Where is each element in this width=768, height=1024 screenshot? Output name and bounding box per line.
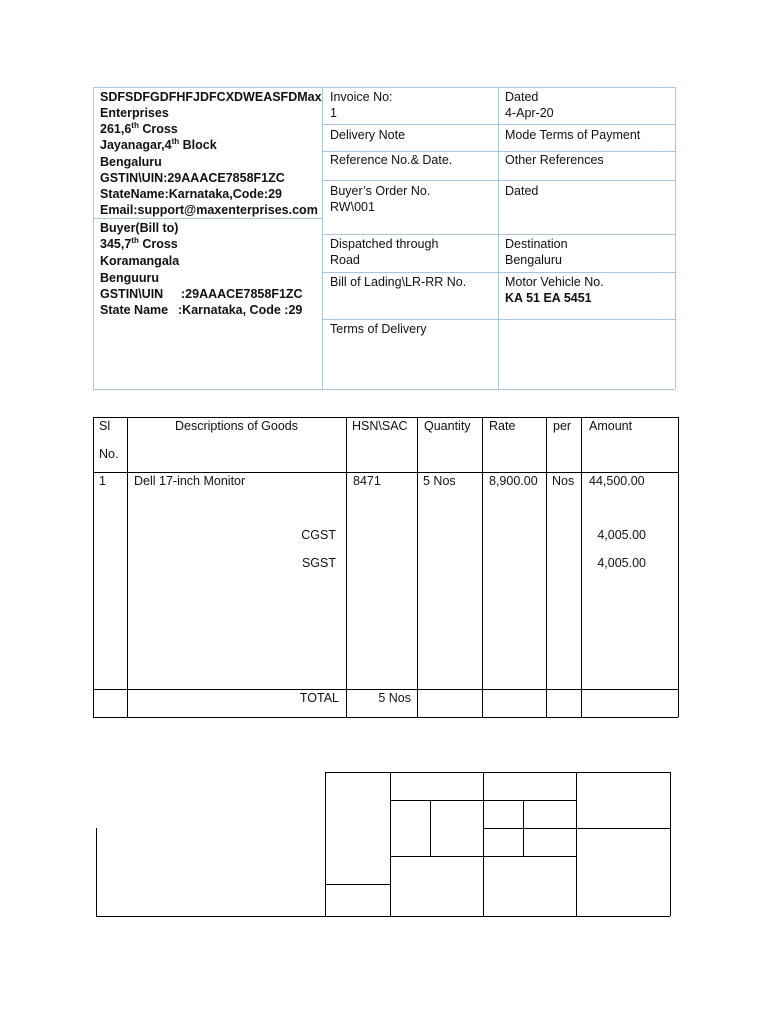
goods-col-sl	[127, 417, 128, 717]
header-sl-line1: Sl	[99, 419, 111, 433]
header-bottom-border	[93, 389, 675, 390]
seller-name-line2: Enterprises	[100, 106, 169, 120]
sgst-amount: 4,005.00	[597, 556, 646, 570]
grid-col-4	[576, 772, 577, 916]
seller-area-number: Jayanagar,4	[100, 138, 172, 152]
grid-right-border	[670, 772, 671, 916]
buyer-address-line1	[100, 236, 178, 252]
buyer-address-number: 345,7	[100, 237, 132, 251]
motor-vehicle-label: Motor Vehicle No.	[505, 275, 604, 289]
header-description: Descriptions of Goods	[175, 419, 298, 433]
destination-value: Bengaluru	[505, 253, 562, 267]
total-label: TOTAL	[299, 691, 339, 705]
buyer-heading: Buyer(Bill to)	[100, 221, 179, 235]
seller-state: StateName:Karnataka,Code:29	[100, 187, 283, 201]
buyer-area: Koramangala	[100, 254, 180, 268]
grid-col-3a	[523, 800, 524, 856]
buyer-gstin-value: :29AAACE7858F1ZC	[181, 287, 303, 301]
seller-address-line1	[100, 121, 178, 137]
destination-label: Destination	[505, 237, 568, 251]
header-sl-line2: No.	[99, 447, 119, 461]
header-hsn: HSN\SAC	[352, 419, 408, 433]
buyer-gstin-label: GSTIN\UIN	[100, 287, 164, 301]
seller-address-sup: th	[131, 120, 139, 130]
dispatched-value: Road	[330, 253, 360, 267]
buyer-state-value: :Karnataka, Code :29	[178, 303, 303, 317]
goods-left-border	[93, 417, 94, 717]
item-amount: 44,500.00	[589, 474, 645, 488]
terms-of-delivery-label: Terms of Delivery	[330, 322, 427, 336]
seller-area-block: Block	[179, 138, 217, 152]
buyers-order-value: RW\001	[330, 200, 375, 214]
grid-left-row-line	[325, 884, 390, 885]
grid-bottom-border	[96, 916, 670, 917]
seller-gstin: GSTIN\UIN:29AAACE7858F1ZC	[100, 171, 285, 185]
grid-col-2a	[430, 800, 431, 856]
seller-name-line1: SDFSDFGDFHFJDFCXDWEASFDMax	[100, 90, 322, 104]
cgst-amount: 4,005.00	[597, 528, 646, 542]
seller-area-sup: th	[171, 136, 180, 146]
grid-col-1	[325, 772, 326, 916]
header-amount: Amount	[589, 419, 633, 433]
grid-col-2	[390, 772, 391, 916]
reference-label: Reference No.& Date.	[330, 153, 453, 167]
goods-bottom-border	[93, 717, 678, 718]
seller-email: Email:support@maxenterprises.com	[100, 203, 318, 217]
header-left-border	[93, 87, 94, 389]
header-quantity: Quantity	[424, 419, 471, 433]
dispatched-label: Dispatched through	[330, 237, 439, 251]
header-right-border	[675, 87, 676, 389]
item-description: Dell 17-inch Monitor	[134, 474, 246, 488]
goods-col-hsn	[417, 417, 418, 717]
buyer-address-street: Cross	[138, 237, 178, 251]
goods-right-border	[678, 417, 679, 717]
seller-address-street: Cross	[138, 122, 178, 136]
sgst-label: SGST	[301, 556, 336, 570]
item-rate: 8,900.00	[489, 474, 538, 488]
item-per: Nos	[552, 474, 575, 488]
buyers-order-label: Buyer’s Order No.	[330, 184, 431, 198]
cgst-label: CGST	[301, 528, 336, 542]
item-quantity: 5 Nos	[423, 474, 456, 488]
dated-value: 4-Apr-20	[505, 106, 554, 120]
item-hsn: 8471	[353, 474, 381, 488]
header-col-divider-2	[498, 87, 499, 389]
seller-address-line2	[100, 137, 217, 153]
dated2-label: Dated	[505, 184, 539, 198]
seller-buyer-divider	[93, 218, 322, 219]
item-sl: 1	[99, 474, 106, 488]
buyer-address-sup: th	[131, 235, 139, 245]
grid-outer-left	[96, 828, 97, 916]
mode-terms-label: Mode Terms of Payment	[505, 128, 641, 142]
header-per: per	[553, 419, 572, 433]
seller-city: Bengaluru	[100, 155, 162, 169]
bill-of-lading-label: Bill of Lading\LR-RR No.	[330, 275, 467, 289]
total-quantity: 5 Nos	[378, 691, 411, 705]
other-references-label: Other References	[505, 153, 604, 167]
buyer-state-label: State Name	[100, 303, 169, 317]
invoice-no-label: Invoice No:	[330, 90, 393, 104]
delivery-note-label: Delivery Note	[330, 128, 406, 142]
goods-col-rate	[546, 417, 547, 717]
header-col-divider	[322, 87, 323, 389]
goods-col-qty	[482, 417, 483, 717]
goods-col-desc	[346, 417, 347, 717]
header-top-border	[93, 87, 675, 88]
motor-vehicle-value: KA 51 EA 5451	[505, 291, 592, 305]
grid-top-border	[325, 772, 670, 773]
seller-address-number: 261,6	[100, 122, 132, 136]
invoice-no-value: 1	[330, 106, 337, 120]
dated-label: Dated	[505, 90, 539, 104]
header-rate: Rate	[489, 419, 516, 433]
buyer-city: Benguuru	[100, 271, 160, 285]
grid-col-3	[483, 772, 484, 916]
